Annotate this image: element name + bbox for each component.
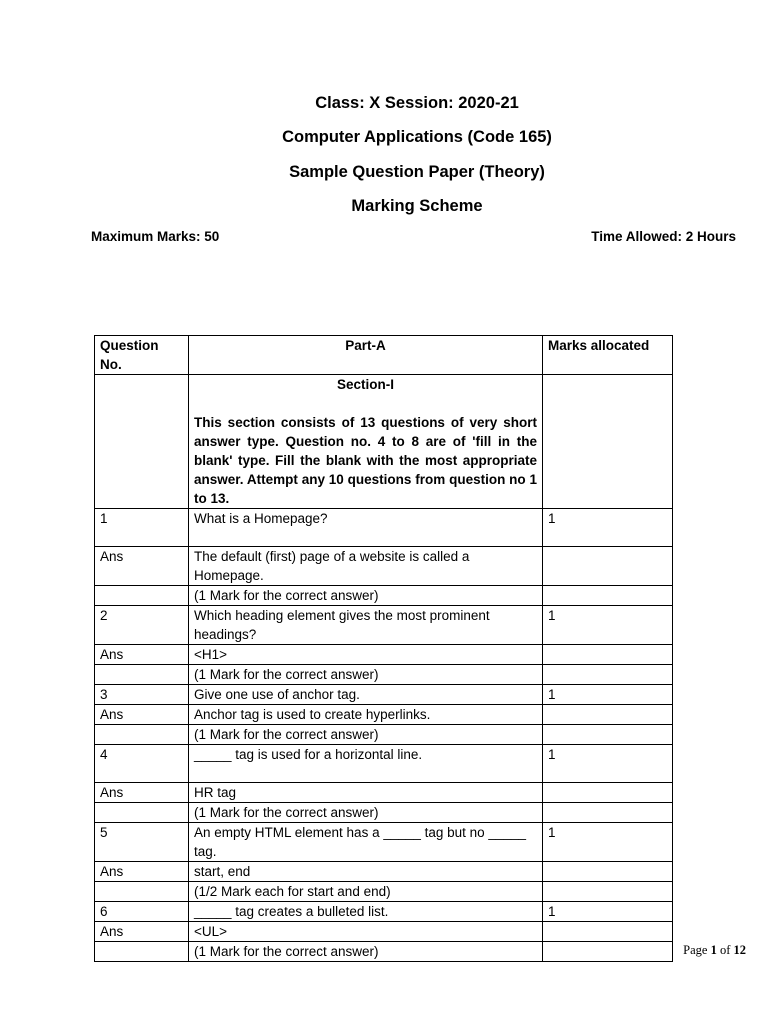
section-description: This section consists of 13 questions of very short answer type. Question no. 4 to 8 are of 'fill in the blank' type. Fill the blank with the most appropriate answer. Attempt any 10 questions from question no 1 to 13. [194,415,537,506]
answer-text: The default (first) page of a website is called a Homepage. [189,547,543,586]
header-marks: Marks allocated [543,336,673,375]
table-row [95,509,673,547]
answer-text: start, end [189,862,543,882]
marks [543,922,673,942]
question-no: 1 [95,509,189,547]
marks [543,586,673,606]
table-row [95,942,673,962]
question-text: Which heading element gives the most prominent headings? [189,606,543,645]
question-no: 4 [95,745,189,783]
question-no: Ans [95,645,189,665]
question-text: Give one use of anchor tag. [189,685,543,705]
marks [543,547,673,586]
marks [543,942,673,962]
section-title: Section-I [336,377,394,392]
mark-note: (1 Mark for the correct answer) [189,942,543,962]
marking-table [94,335,673,962]
header-question-no: Question No. [95,336,189,375]
section-no-cell [95,375,189,509]
question-text: What is a Homepage? [189,509,543,547]
question-no [95,803,189,823]
table-row [95,547,673,586]
answer-text: <UL> [189,922,543,942]
table-row [95,803,673,823]
question-no: Ans [95,862,189,882]
question-no: Ans [95,547,189,586]
marks [543,725,673,745]
mark-note: (1/2 Mark each for start and end) [189,882,543,902]
question-no: Ans [95,783,189,803]
table-row [95,645,673,665]
mark-note: (1 Mark for the correct answer) [189,725,543,745]
question-text: _____ tag creates a bulleted list. [189,902,543,922]
answer-text: Anchor tag is used to create hyperlinks. [189,705,543,725]
section-cell [189,375,543,509]
question-no: 3 [95,685,189,705]
table-row [95,922,673,942]
header-part: Part-A [189,336,543,375]
answer-text: <H1> [189,645,543,665]
mark-note: (1 Mark for the correct answer) [189,586,543,606]
question-no: Ans [95,922,189,942]
marking-scheme-heading: Marking Scheme [351,197,483,215]
table-row [95,606,673,645]
question-no: 2 [95,606,189,645]
marks [543,665,673,685]
question-no [95,725,189,745]
marks: 1 [543,902,673,922]
marks [543,783,673,803]
table-row [95,685,673,705]
question-text: An empty HTML element has a _____ tag but no _____ tag. [189,823,543,862]
table-row [95,586,673,606]
marks: 1 [543,685,673,705]
table-row [95,902,673,922]
time-allowed: Time Allowed: 2 Hours [591,229,736,244]
class-session-heading: Class: X Session: 2020-21 [315,94,519,112]
page-of: of [716,943,734,957]
question-no [95,942,189,962]
answer-text: HR tag [189,783,543,803]
section-marks-cell [543,375,673,509]
question-no [95,586,189,606]
marks: 1 [543,509,673,547]
question-no: Ans [95,705,189,725]
mark-note: (1 Mark for the correct answer) [189,803,543,823]
marks [543,645,673,665]
page-number [683,943,746,958]
question-no [95,882,189,902]
marks: 1 [543,823,673,862]
table-header-row [95,336,673,375]
table-row [95,745,673,783]
mark-note: (1 Mark for the correct answer) [189,665,543,685]
total-pages: 12 [733,943,746,957]
marks [543,882,673,902]
page-prefix: Page [683,943,711,957]
marks: 1 [543,745,673,783]
marks [543,862,673,882]
table-row [95,862,673,882]
marks [543,705,673,725]
table-row [95,783,673,803]
table-row [95,665,673,685]
question-no [95,665,189,685]
section-row [95,375,673,509]
question-no: 5 [95,823,189,862]
table-row [95,882,673,902]
paper-type-heading: Sample Question Paper (Theory) [289,163,545,181]
marks: 1 [543,606,673,645]
marks [543,803,673,823]
question-no: 6 [95,902,189,922]
current-page: 1 [710,943,717,957]
table-row [95,823,673,862]
table-row [95,725,673,745]
question-text: _____ tag is used for a horizontal line. [189,745,543,783]
table-row [95,705,673,725]
subject-heading: Computer Applications (Code 165) [282,128,552,146]
maximum-marks: Maximum Marks: 50 [91,229,220,244]
